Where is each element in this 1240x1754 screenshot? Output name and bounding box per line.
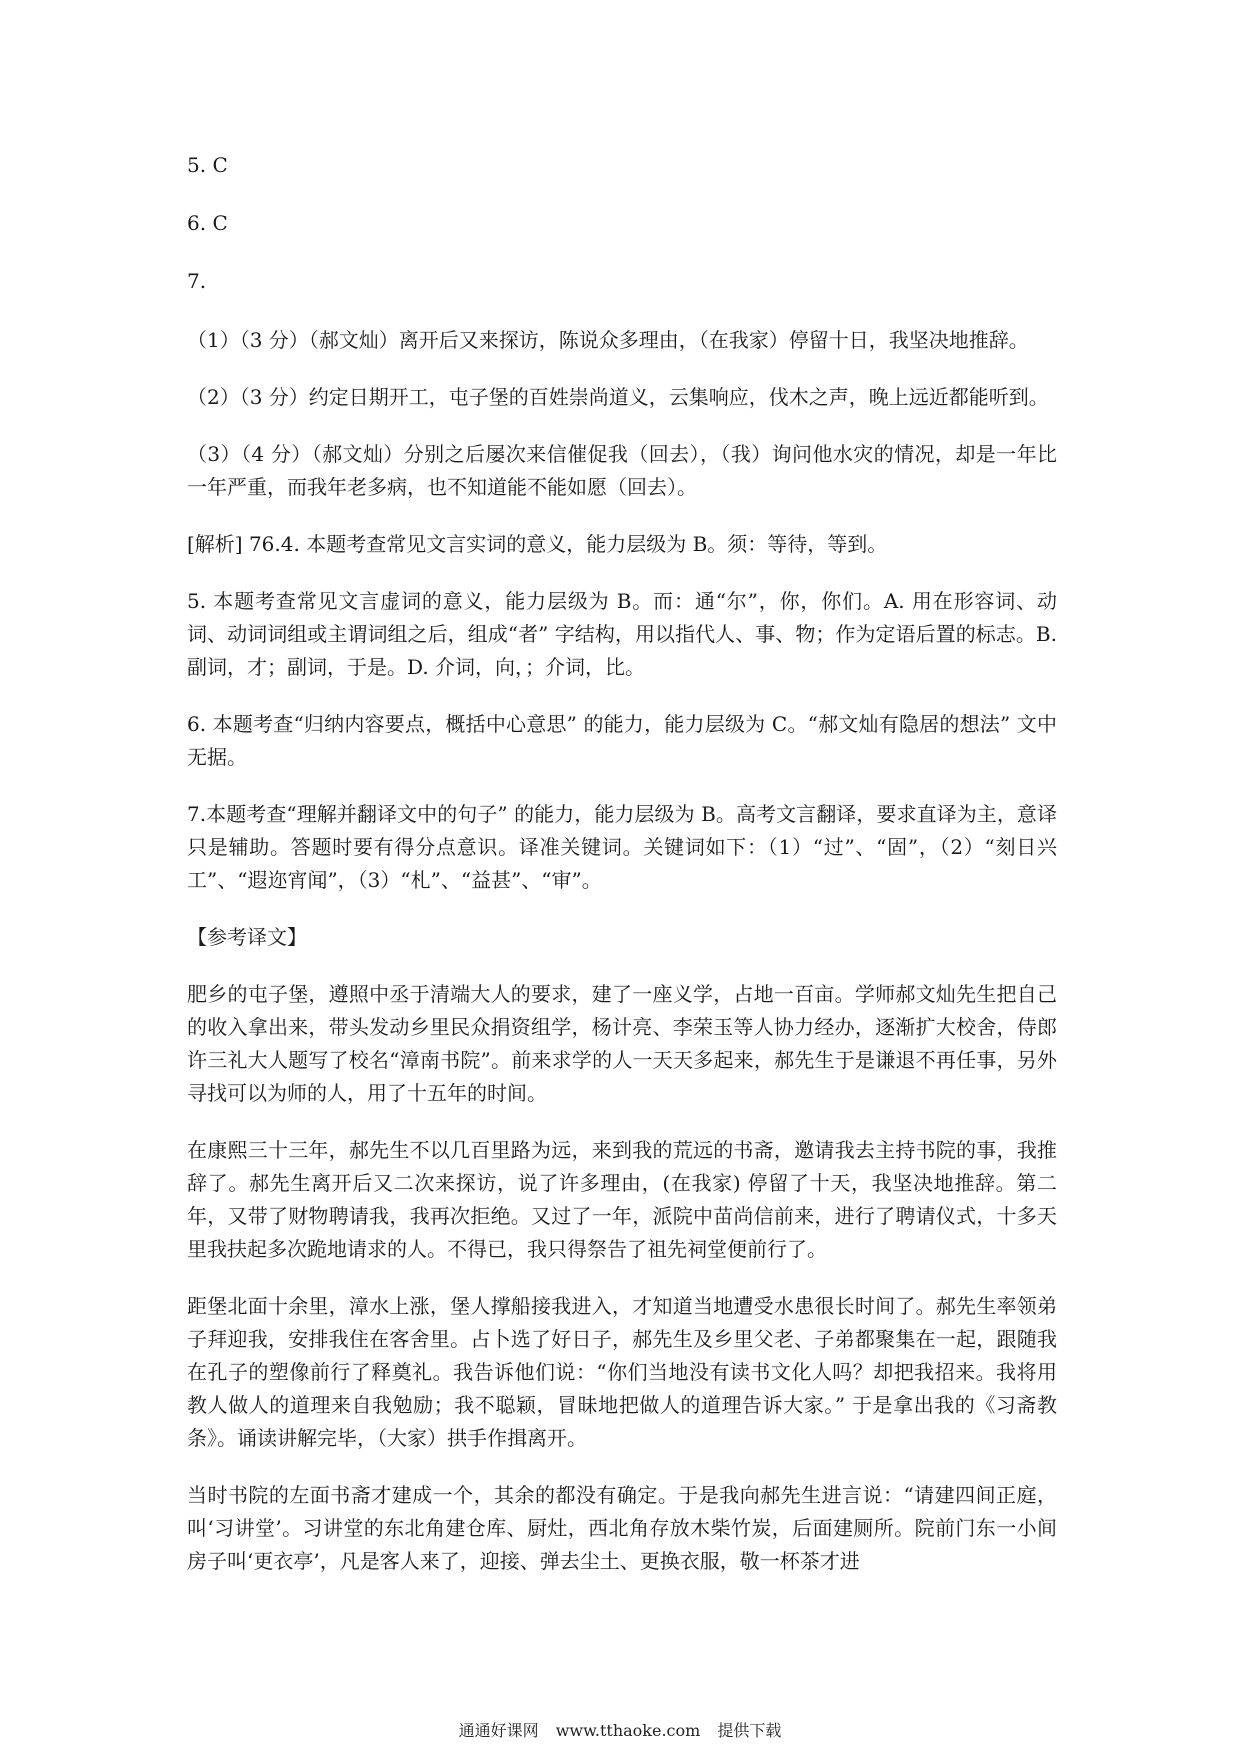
translation-2: （2）（3 分）约定日期开工，屯子堡的百姓崇尚道义，云集响应，伐木之声，晚上远近都能听到。 bbox=[187, 385, 1049, 409]
answer-6: 6. C bbox=[187, 211, 228, 235]
translation-3: （3）（4 分）（郝文灿）分别之后屡次来信催促我（回去），（我）询问他水灾的情况，却是一年比一年严重，而我年老多病，也不知道能不能如愿（回去）。 bbox=[187, 442, 1057, 499]
page-footer bbox=[0, 1718, 1240, 1741]
footer-site-name: 通通好课网 bbox=[458, 1721, 539, 1740]
reference-paragraph-1: 肥乡的屯子堡，遵照中丞于清端大人的要求，建了一座义学，占地一百亩。学师郝文灿先生把自己的收入拿出来，带头发动乡里民众捐资组学，杨计亮、李荣玉等人协力经办，逐渐扩大校舍，侍郎许三礼大人题写了校名“漳南书院”。前来求学的人一天天多起来，郝先生于是谦退不再任事，另外寻找可以为师的人，用了十五年的时间。 bbox=[187, 982, 1057, 1105]
document-body bbox=[187, 150, 1057, 1602]
analysis-5: 5. 本题考查常见文言虚词的意义，能力层级为 B。而：通“尔”，你，你们。A. 用在形容词、动词、动词词组或主谓词组之后，组成“者” 字结构，用以指代人、事、物；作为定语后置的标志。B. 副词，才；副词，于是。D. 介词，向，；介词，比。 bbox=[187, 589, 1057, 679]
analysis-4: [解析] 76.4. 本题考查常见文言实词的意义，能力层级为 B。须：等待，等到。 bbox=[187, 532, 888, 556]
footer-note: 提供下载 bbox=[717, 1721, 782, 1740]
analysis-6: 6. 本题考查“归纳内容要点，概括中心意思” 的能力，能力层级为 C。“郝文灿有隐居的想法” 文中无据。 bbox=[187, 712, 1057, 769]
reference-heading: 【参考译文】 bbox=[187, 925, 307, 949]
footer-url: www.tthaoke.com bbox=[555, 1721, 701, 1740]
reference-paragraph-2: 在康熙三十三年，郝先生不以几百里路为远，来到我的荒远的书斋，邀请我去主持书院的事，我推辞了。郝先生离开后又二次来探访，说了许多理由，(在我家) 停留了十天，我坚决地推辞。第二年，又带了财物聘请我，我再次拒绝。又过了一年，派院中苗尚信前来，进行了聘请仪式，十多天里我扶起多次跪地请求的人。不得已，我只得祭告了祖先祠堂便前行了。 bbox=[187, 1138, 1057, 1261]
answer-7-label: 7. bbox=[187, 269, 207, 293]
reference-paragraph-3: 距堡北面十余里，漳水上涨，堡人撑船接我进入，才知道当地遭受水患很长时间了。郝先生率领弟子拜迎我，安排我住在客舍里。占卜选了好日子，郝先生及乡里父老、子弟都聚集在一起，跟随我在孔子的塑像前行了释奠礼。我告诉他们说：“你们当地没有读书文化人吗？却把我招来。我将用教人做人的道理来自我勉励；我不聪颖，冒昧地把做人的道理告诉大家。” 于是拿出我的《习斋教条》。诵读讲解完毕，（大家）拱手作揖离开。 bbox=[187, 1294, 1057, 1450]
answer-5: 5. C bbox=[187, 153, 228, 177]
analysis-7: 7.本题考查“理解并翻译文中的句子” 的能力，能力层级为 B。高考文言翻译，要求直译为主，意译只是辅助。答题时要有得分点意识。译准关键词。关键词如下：（1）“过”、“固”，（2）“刻日兴工”、“遐迩宵闻”，（3）“札”、“益甚”、“审”。 bbox=[187, 802, 1057, 892]
translation-1: （1）（3 分）（郝文灿）离开后又来探访，陈说众多理由，（在我家）停留十日，我坚决地推辞。 bbox=[187, 328, 1029, 352]
reference-paragraph-4: 当时书院的左面书斋才建成一个，其余的都没有确定。于是我向郝先生进言说：“请建四间正庭，叫‘习讲堂’。习讲堂的东北角建仓库、厨灶，西北角存放木柴竹炭，后面建厕所。院前门东一小间房子叫‘更衣亭’，凡是客人来了，迎接、弹去尘土、更换衣服，敬一杯茶才进 bbox=[187, 1483, 1057, 1573]
